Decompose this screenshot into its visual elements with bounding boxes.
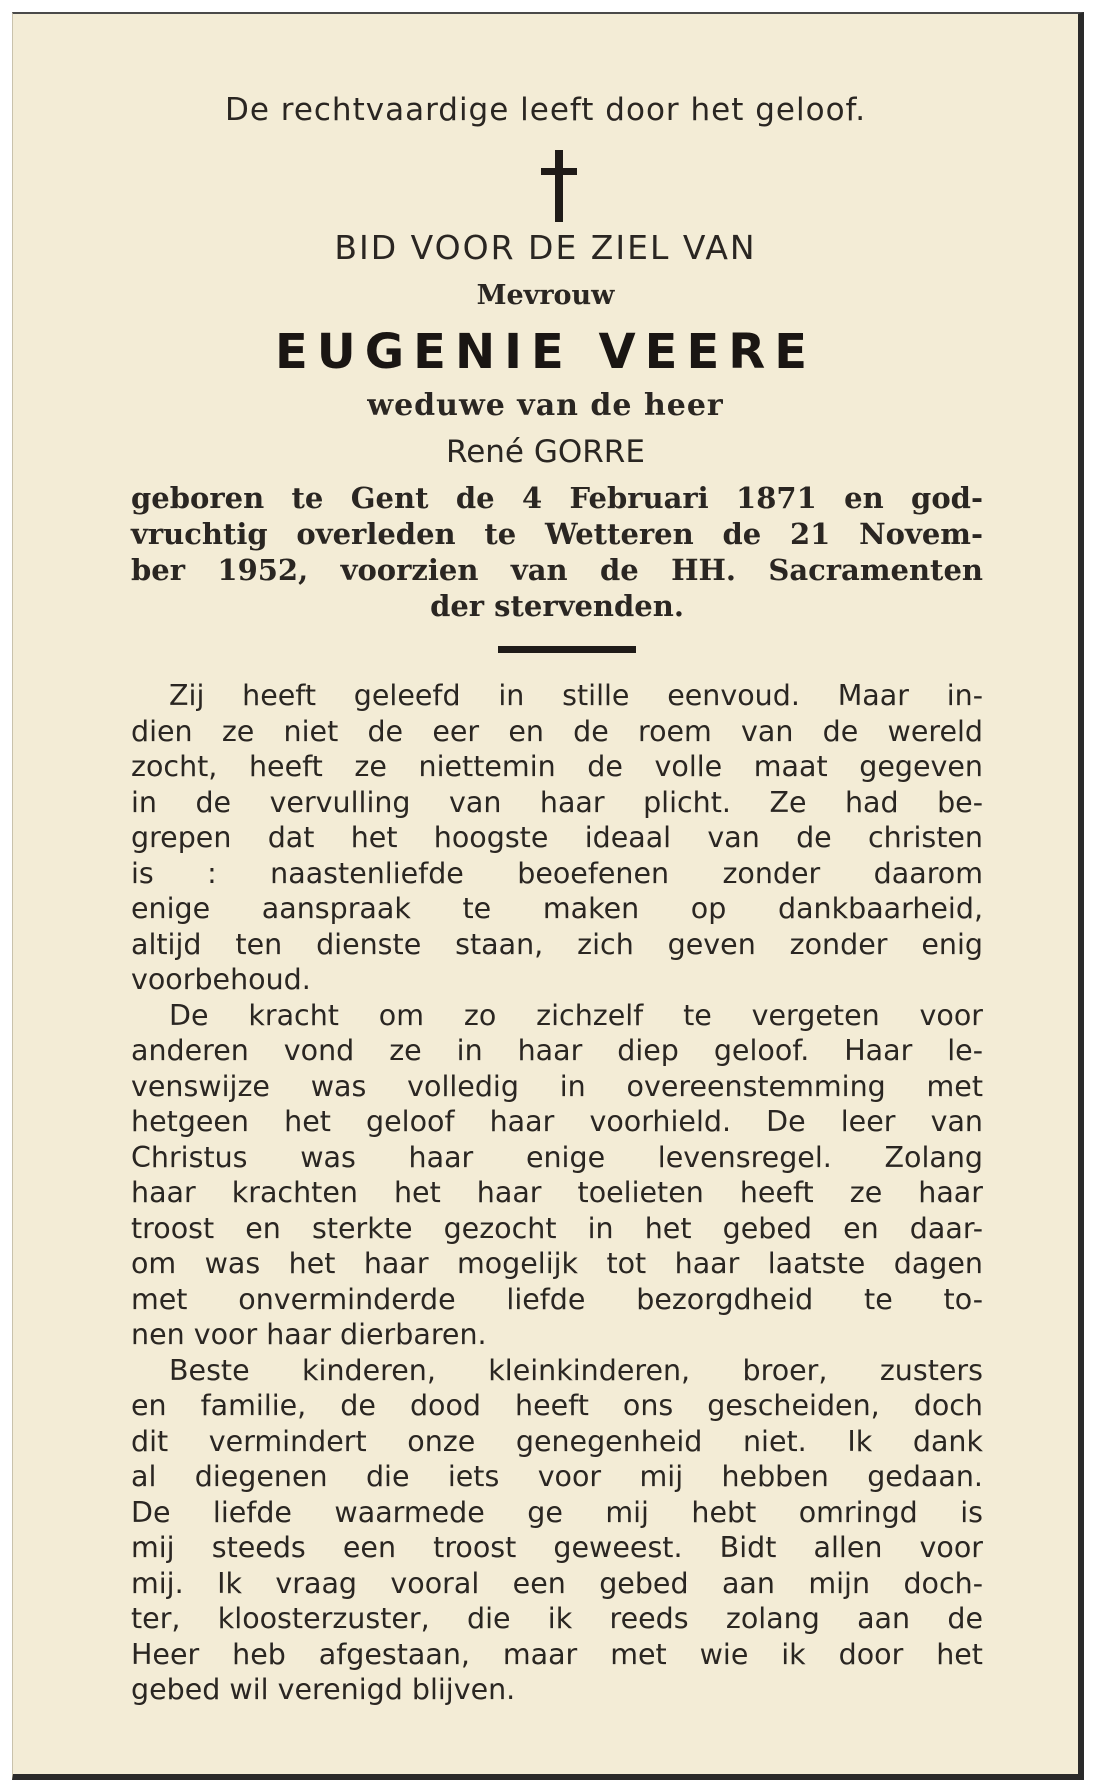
text-line: De liefde waarmede ge mij hebt omringd is xyxy=(131,1495,983,1529)
text-line: troost en sterkte gezocht in het gebed en daar- xyxy=(131,1211,983,1245)
husband-name: René GORRE xyxy=(446,434,645,470)
details-line: vruchtig overleden te Wetteren de 21 Novem- xyxy=(131,517,983,551)
details-line: der stervenden. xyxy=(430,589,684,623)
text-line: Heer heb afgestaan, maar met wie ik door het xyxy=(131,1637,983,1671)
text-line: Christus was haar enige levensregel. Zolang xyxy=(131,1140,983,1174)
text-line: dit vermindert onze genegenheid niet. Ik dank xyxy=(131,1424,983,1458)
text-line: al diegenen die iets voor mij hebben gedaan. xyxy=(131,1460,983,1493)
text-line: met onverminderde liefde bezorgdheid te to- xyxy=(131,1282,983,1316)
text-line: hetgeen het geloof haar voorhield. De leer van xyxy=(131,1105,983,1138)
text-line: voorbehoud. xyxy=(131,963,311,996)
text-line: is : naastenliefde beoefenen zonder daarom xyxy=(131,856,983,890)
text-line: venswijze was volledig in overeenstemming met xyxy=(131,1069,983,1103)
title: Mevrouw xyxy=(476,280,615,311)
memorial-text xyxy=(131,678,983,1708)
text-line: om was het haar mogelijk tot haar laatste dagen xyxy=(131,1247,983,1280)
text-line: enige aanspraak te maken op dankbaarheid, xyxy=(131,892,983,925)
motto: De rechtvaardige leeft door het geloof. xyxy=(224,92,867,128)
text-line: nen voor haar dierbaren. xyxy=(131,1318,487,1351)
prayer-heading: BID VOOR DE ZIEL VAN xyxy=(334,228,757,267)
deceased-name: EUGENIE VEERE xyxy=(275,324,816,380)
text-line: mij steeds een troost geweest. Bidt allen voor xyxy=(131,1531,983,1564)
life-details xyxy=(131,480,983,624)
text-line: gebed wil verenigd blijven. xyxy=(131,1673,516,1706)
details-line: ber 1952, voorzien van de HH. Sacramenten xyxy=(131,553,983,587)
text-line: anderen vond ze in haar diep geloof. Haar le- xyxy=(131,1034,983,1067)
text-line: De kracht om zo zichzelf te vergeten voor xyxy=(169,998,983,1032)
text-line: ter, kloosterzuster, die ik reeds zolang aan de xyxy=(131,1602,983,1635)
details-line: geboren te Gent de 4 Februari 1871 en god- xyxy=(131,481,983,515)
text-line: Zij heeft geleefd in stille eenvoud. Maar in- xyxy=(169,679,983,712)
text-line: Beste kinderen, kleinkinderen, broer, zusters xyxy=(169,1353,983,1387)
text-line: zocht, heeft ze niettemin de volle maat gegeven xyxy=(131,750,983,783)
cross-icon xyxy=(541,150,577,222)
text-line: grepen dat het hoogste ideaal van de christen xyxy=(131,821,983,854)
text-line: altijd ten dienste staan, zich geven zonder enig xyxy=(131,927,983,961)
text-line: haar krachten het haar toelieten heeft ze haar xyxy=(131,1176,983,1209)
memorial-card xyxy=(12,12,1084,1780)
text-line: mij. Ik vraag vooral een gebed aan mijn doch- xyxy=(131,1566,983,1600)
text-line: in de vervulling van haar plicht. Ze had be- xyxy=(131,785,983,819)
text-line: dien ze niet de eer en de roem van de wereld xyxy=(131,714,983,748)
widow-line: weduwe van de heer xyxy=(367,388,724,423)
text-line: en familie, de dood heeft ons gescheiden, doch xyxy=(131,1389,983,1422)
divider xyxy=(498,646,636,653)
